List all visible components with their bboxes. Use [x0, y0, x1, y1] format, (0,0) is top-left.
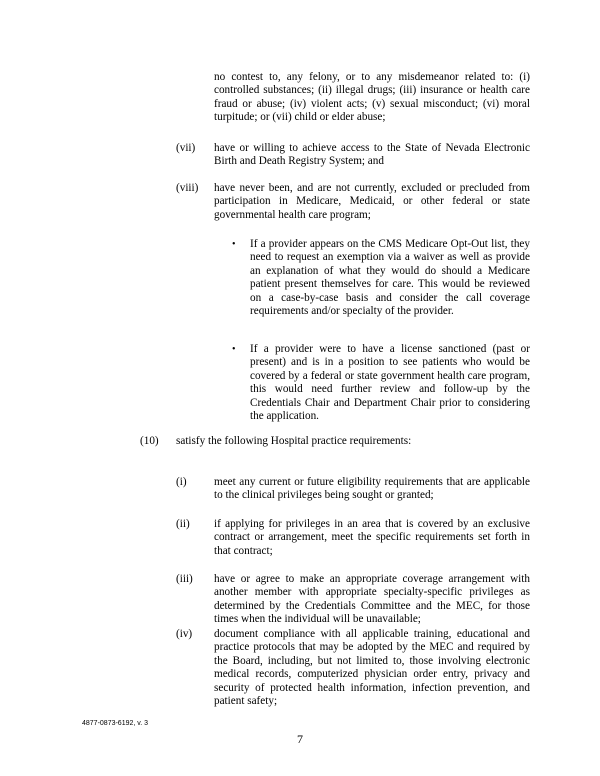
sub-item-iv-label: (iv): [176, 628, 193, 640]
bullet-2-block: [250, 343, 530, 423]
bullet-1-text: If a provider appears on the CMS Medicare Opt-Out list, they need to request an exemption via a waiver as well as provide an explanation of what they would do should a Medicare patient present themselves for care. This would be reviewed on a case-by-case basis and consider the call coverage requirements and/or specialty of the provider.: [250, 238, 530, 318]
page-number: 7: [297, 732, 303, 746]
item-vii-text-block: [214, 142, 530, 169]
sub-item-ii-label: (ii): [176, 518, 190, 530]
section-10-text: satisfy the following Hospital practice requirements:: [176, 435, 412, 447]
bullet-point-1: •: [232, 239, 236, 250]
sub-item-i-label: (i): [176, 476, 187, 488]
continuation-text: no contest to, any felony, or to any misdemeanor related to: (i) controlled substances; (ii) illegal drugs; (iii) insurance or health care fraud or abuse; (iv) violent acts; (v) sexual misconduct; (vi) moral turpitude; or (vii) child or elder abuse;: [214, 71, 530, 124]
bullet-point-2: •: [232, 344, 236, 355]
item-viii-text: have never been, and are not currently, excluded or precluded from participation in Medicare, Medicaid, or other federal or state governmental health care program;: [214, 182, 530, 221]
item-vii-label: (vii): [176, 142, 196, 154]
section-10-label: (10): [140, 435, 159, 447]
sub-item-iii-label: (iii): [176, 573, 193, 585]
sub-item-i-text: meet any current or future eligibility requirements that are applicable to the clinical privileges being sought or granted;: [214, 476, 530, 502]
bullet-1-block: [250, 238, 530, 318]
sub-item-iii-text: have or agree to make an appropriate coverage arrangement with another member with appropriate specialty-specific privileges as determined by the Credentials Committee and the MEC, for those times when the individual will be unavailable;: [214, 573, 530, 626]
document-id: 4877-0873-6192, v. 3: [82, 720, 149, 727]
item-viii-text-block: [214, 182, 530, 222]
sub-item-i-block: [214, 476, 530, 503]
item-vii-text: have or willing to achieve access to the State of Nevada Electronic Birth and Death Registry System; and: [214, 142, 530, 168]
sub-item-iii-block: [214, 573, 530, 627]
sub-item-iv-text: document compliance with all applicable training, educational and practice protocols that may be adopted by the MEC and required by the Board, including, but not limited to, those involving electronic medical records, computerized physician order entry, privacy and security of protected health information, infection prevention, and patient safety;: [214, 628, 530, 708]
sub-item-ii-text: if applying for privileges in an area that is covered by an exclusive contract or arrangement, meet the specific requirements set forth in that contract;: [214, 518, 530, 557]
section-10-heading: [176, 435, 530, 448]
item-viii-label: (viii): [176, 182, 199, 194]
bullet-2-text: If a provider were to have a license sanctioned (past or present) and is in a position to see patients who would be covered by a federal or state government health care program, this would need further review and follow-up by the Credentials Chair and Department Chair prior to considering the application.: [250, 343, 530, 423]
continuation-paragraph: [214, 71, 530, 125]
sub-item-ii-block: [214, 518, 530, 558]
sub-item-iv-block: [214, 628, 530, 708]
